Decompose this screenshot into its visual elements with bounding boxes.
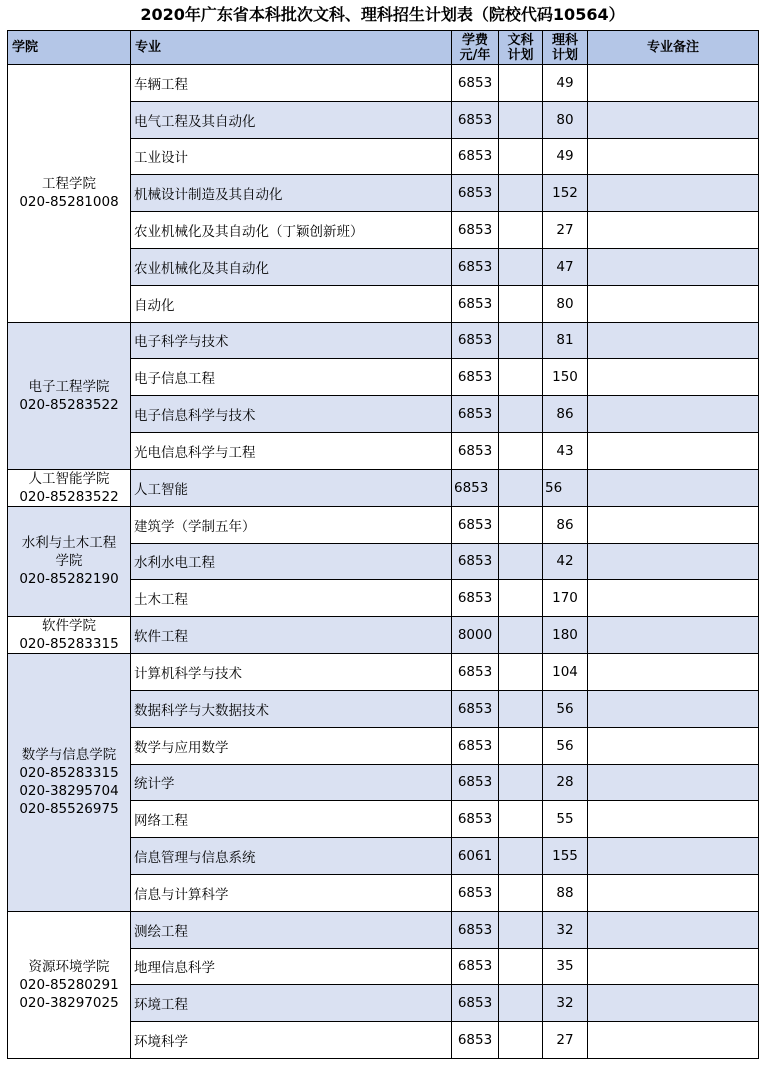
arts-plan-cell <box>499 911 543 948</box>
fee-cell: 6853 <box>452 801 499 838</box>
note-cell <box>588 801 759 838</box>
fee-cell: 6853 <box>452 322 499 359</box>
note-cell <box>588 396 759 433</box>
science-plan-cell: 55 <box>543 801 588 838</box>
arts-plan-cell <box>499 248 543 285</box>
fee-cell: 6853 <box>452 65 499 102</box>
major-cell: 人工智能 <box>131 469 452 506</box>
major-cell: 电气工程及其自动化 <box>131 101 452 138</box>
major-cell: 光电信息科学与工程 <box>131 432 452 469</box>
college-phone: 020-85281008 <box>19 194 119 211</box>
arts-plan-cell <box>499 764 543 801</box>
college-phone: 020-38295704 <box>19 783 119 800</box>
college-cell <box>8 65 131 323</box>
major-cell: 建筑学（学制五年） <box>131 506 452 543</box>
major-cell: 统计学 <box>131 764 452 801</box>
science-plan-cell: 80 <box>543 101 588 138</box>
science-plan-cell: 49 <box>543 138 588 175</box>
arts-plan-cell <box>499 359 543 396</box>
note-cell <box>588 654 759 691</box>
college-phone: 020-38297025 <box>19 994 119 1011</box>
arts-plan-cell <box>499 469 543 506</box>
arts-plan-cell <box>499 212 543 249</box>
note-cell <box>588 764 759 801</box>
header-science-plan: 理科 计划 <box>543 31 588 65</box>
fee-cell: 6853 <box>452 948 499 985</box>
science-plan-cell: 86 <box>543 396 588 433</box>
major-cell: 环境科学 <box>131 1022 452 1059</box>
arts-plan-cell <box>499 690 543 727</box>
fee-cell: 6853 <box>452 138 499 175</box>
college-cell <box>8 617 131 654</box>
fee-cell: 6853 <box>452 285 499 322</box>
college-cell <box>8 506 131 616</box>
fee-cell: 6853 <box>452 874 499 911</box>
arts-plan-cell <box>499 285 543 322</box>
note-cell <box>588 175 759 212</box>
science-plan-cell: 35 <box>543 948 588 985</box>
science-plan-cell: 27 <box>543 212 588 249</box>
note-cell <box>588 469 759 506</box>
note-cell <box>588 65 759 102</box>
science-plan-cell: 32 <box>543 911 588 948</box>
college-phone: 020-85283522 <box>19 396 119 413</box>
major-cell: 数学与应用数学 <box>131 727 452 764</box>
college-name: 人工智能学院 <box>28 470 110 487</box>
fee-cell: 6853 <box>452 690 499 727</box>
major-cell: 测绘工程 <box>131 911 452 948</box>
note-cell <box>588 543 759 580</box>
major-cell: 数据科学与大数据技术 <box>131 690 452 727</box>
fee-cell: 6853 <box>452 985 499 1022</box>
table-row <box>8 506 759 543</box>
header-arts-plan: 文科 计划 <box>499 31 543 65</box>
arts-plan-cell <box>499 175 543 212</box>
major-cell: 工业设计 <box>131 138 452 175</box>
major-cell: 计算机科学与技术 <box>131 654 452 691</box>
science-plan-cell: 47 <box>543 248 588 285</box>
science-plan-cell: 86 <box>543 506 588 543</box>
science-plan-cell: 170 <box>543 580 588 617</box>
college-cell <box>8 322 131 469</box>
fee-cell: 6853 <box>452 359 499 396</box>
arts-plan-cell <box>499 138 543 175</box>
arts-plan-cell <box>499 1022 543 1059</box>
college-phone: 020-85282190 <box>19 571 119 588</box>
major-cell: 自动化 <box>131 285 452 322</box>
fee-cell: 6853 <box>452 1022 499 1059</box>
note-cell <box>588 985 759 1022</box>
science-plan-cell: 28 <box>543 764 588 801</box>
note-cell <box>588 1022 759 1059</box>
fee-cell: 6853 <box>452 543 499 580</box>
note-cell <box>588 432 759 469</box>
fee-cell: 6853 <box>452 248 499 285</box>
college-name: 电子工程学院 <box>28 378 110 395</box>
major-cell: 电子信息科学与技术 <box>131 396 452 433</box>
science-plan-cell: 56 <box>543 727 588 764</box>
table-row <box>8 617 759 654</box>
science-plan-cell: 180 <box>543 617 588 654</box>
arts-plan-cell <box>499 543 543 580</box>
note-cell <box>588 727 759 764</box>
fee-cell: 6853 <box>452 469 499 506</box>
arts-plan-cell <box>499 580 543 617</box>
note-cell <box>588 138 759 175</box>
college-phone: 020-85283315 <box>19 636 119 653</box>
major-cell: 电子信息工程 <box>131 359 452 396</box>
fee-cell: 6853 <box>452 727 499 764</box>
note-cell <box>588 580 759 617</box>
note-cell <box>588 874 759 911</box>
fee-cell: 6853 <box>452 764 499 801</box>
arts-plan-cell <box>499 838 543 875</box>
note-cell <box>588 322 759 359</box>
major-cell: 水利水电工程 <box>131 543 452 580</box>
arts-plan-cell <box>499 396 543 433</box>
fee-cell: 6853 <box>452 911 499 948</box>
fee-cell: 8000 <box>452 617 499 654</box>
arts-plan-cell <box>499 985 543 1022</box>
science-plan-cell: 42 <box>543 543 588 580</box>
fee-cell: 6853 <box>452 101 499 138</box>
science-plan-cell: 56 <box>543 469 588 506</box>
table-row <box>8 654 759 691</box>
college-name: 资源环境学院 <box>28 958 110 975</box>
enrollment-plan-table <box>7 30 759 1059</box>
major-cell: 环境工程 <box>131 985 452 1022</box>
fee-cell: 6853 <box>452 654 499 691</box>
major-cell: 土木工程 <box>131 580 452 617</box>
note-cell <box>588 838 759 875</box>
science-plan-cell: 49 <box>543 65 588 102</box>
note-cell <box>588 690 759 727</box>
fee-cell: 6853 <box>452 580 499 617</box>
science-plan-cell: 155 <box>543 838 588 875</box>
arts-plan-cell <box>499 948 543 985</box>
college-phone: 020-85283315 <box>19 765 119 782</box>
table-row <box>8 322 759 359</box>
college-phone: 020-85526975 <box>19 801 119 818</box>
note-cell <box>588 948 759 985</box>
arts-plan-cell <box>499 727 543 764</box>
major-cell: 农业机械化及其自动化（丁颖创新班） <box>131 212 452 249</box>
major-cell: 车辆工程 <box>131 65 452 102</box>
table-row <box>8 911 759 948</box>
science-plan-cell: 27 <box>543 1022 588 1059</box>
arts-plan-cell <box>499 617 543 654</box>
science-plan-cell: 80 <box>543 285 588 322</box>
science-plan-cell: 43 <box>543 432 588 469</box>
science-plan-cell: 81 <box>543 322 588 359</box>
fee-cell: 6061 <box>452 838 499 875</box>
science-plan-cell: 150 <box>543 359 588 396</box>
note-cell <box>588 911 759 948</box>
major-cell: 软件工程 <box>131 617 452 654</box>
major-cell: 信息与计算科学 <box>131 874 452 911</box>
note-cell <box>588 617 759 654</box>
fee-cell: 6853 <box>452 175 499 212</box>
header-row <box>8 31 759 65</box>
arts-plan-cell <box>499 654 543 691</box>
header-fee: 学费 元/年 <box>452 31 499 65</box>
college-name: 数学与信息学院 <box>21 747 117 764</box>
science-plan-cell: 104 <box>543 654 588 691</box>
science-plan-cell: 56 <box>543 690 588 727</box>
note-cell <box>588 101 759 138</box>
major-cell: 机械设计制造及其自动化 <box>131 175 452 212</box>
science-plan-cell: 152 <box>543 175 588 212</box>
page-title: 2020年广东省本科批次文科、理科招生计划表（院校代码10564） <box>140 5 625 24</box>
college-name: 软件学院 <box>42 618 96 635</box>
table-row <box>8 65 759 102</box>
arts-plan-cell <box>499 101 543 138</box>
fee-cell: 6853 <box>452 212 499 249</box>
major-cell: 地理信息科学 <box>131 948 452 985</box>
college-phone: 020-85283522 <box>19 488 119 505</box>
fee-cell: 6853 <box>452 396 499 433</box>
major-cell: 电子科学与技术 <box>131 322 452 359</box>
science-plan-cell: 32 <box>543 985 588 1022</box>
fee-cell: 6853 <box>452 506 499 543</box>
college-phone: 020-85280291 <box>19 976 119 993</box>
note-cell <box>588 506 759 543</box>
arts-plan-cell <box>499 322 543 359</box>
science-plan-cell: 88 <box>543 874 588 911</box>
note-cell <box>588 212 759 249</box>
college-name: 水利与土木工程学院 <box>21 535 117 570</box>
arts-plan-cell <box>499 506 543 543</box>
header-college: 学院 <box>8 31 131 65</box>
major-cell: 信息管理与信息系统 <box>131 838 452 875</box>
arts-plan-cell <box>499 432 543 469</box>
header-notes: 专业备注 <box>588 31 759 65</box>
arts-plan-cell <box>499 65 543 102</box>
table-row <box>8 469 759 506</box>
arts-plan-cell <box>499 801 543 838</box>
college-cell <box>8 911 131 1058</box>
note-cell <box>588 248 759 285</box>
major-cell: 网络工程 <box>131 801 452 838</box>
fee-cell: 6853 <box>452 432 499 469</box>
header-major: 专业 <box>131 31 452 65</box>
note-cell <box>588 285 759 322</box>
college-cell <box>8 469 131 506</box>
college-name: 工程学院 <box>42 176 96 193</box>
major-cell: 农业机械化及其自动化 <box>131 248 452 285</box>
arts-plan-cell <box>499 874 543 911</box>
college-cell <box>8 654 131 912</box>
note-cell <box>588 359 759 396</box>
